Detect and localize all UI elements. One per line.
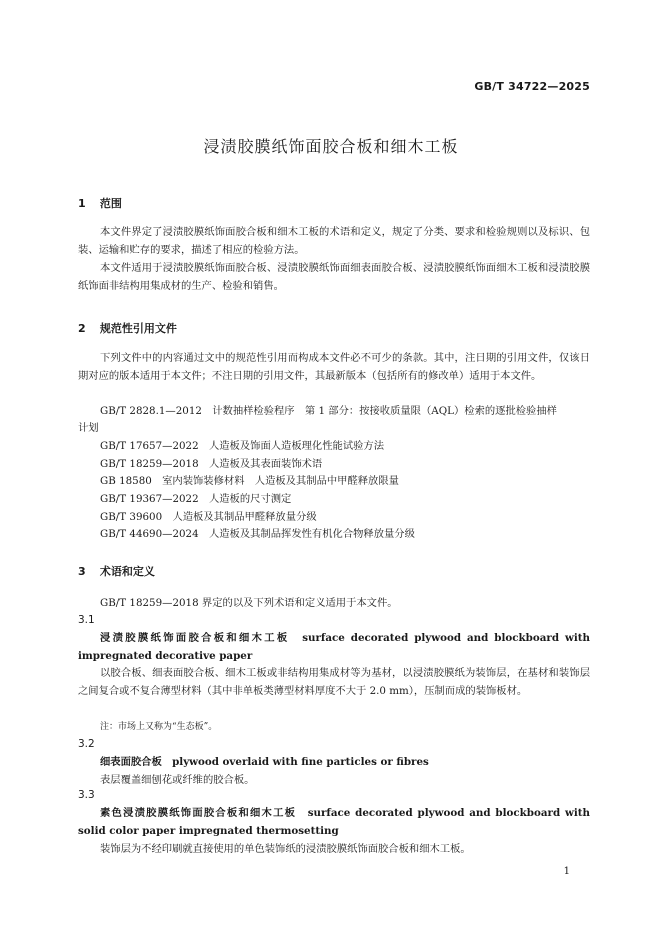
reference-item-continuation: 计划 — [78, 422, 99, 434]
section-number: 2 — [78, 322, 86, 335]
page-number: 1 — [563, 866, 570, 877]
section-number: 3 — [78, 565, 86, 578]
term-chinese: 细表面胶合板 — [100, 756, 162, 768]
references-intro: 下列文件中的内容通过文中的规范性引用而构成本文件必不可少的条款。其中，注日期的引用文件，仅该日期对应的版本适用于本文件；不注日期的引用文件，其最新版本（包括所有的修改单）适用于本文件。 — [78, 352, 590, 382]
term-english: surface decorated plywood and blockboard with solid color paper impregnated thermosetting — [78, 807, 590, 837]
reference-item: GB/T 44690—2024 人造板及其制品挥发性有机化合物释放量分级 — [100, 528, 415, 540]
reference-item: GB/T 2828.1—2012 计数抽样检验程序 第 1 部分：按接收质量限（AQL）检索的逐批检验抽样 — [100, 405, 557, 417]
section-3-heading — [78, 563, 155, 579]
term-note: 注：市场上又称为“生态板”。 — [100, 722, 218, 732]
terms-intro: GB/T 18259—2018 界定的以及下列术语和定义适用于本文件。 — [100, 597, 398, 609]
section-title: 术语和定义 — [99, 565, 155, 578]
section-1-heading — [78, 195, 122, 211]
standard-code: GB/T 34722—2025 — [474, 80, 590, 93]
term-number: 3.3 — [78, 789, 95, 801]
term-chinese: 素色浸渍胶膜纸饰面胶合板和细木工板 — [100, 807, 297, 819]
scope-paragraph-1: 本文件界定了浸渍胶膜纸饰面胶合板和细木工板的术语和定义，规定了分类、要求和检验规则以及标识、包装、运输和贮存的要求，描述了相应的检验方法。 — [78, 226, 590, 256]
page-title: 浸渍胶膜纸饰面胶合板和细木工板 — [203, 137, 459, 156]
term-heading — [78, 804, 590, 840]
term-definition: 装饰层为不经印刷就直接使用的单色装饰纸的浸渍胶膜纸饰面胶合板和细木工板。 — [100, 843, 471, 855]
reference-item: GB 18580 室内装饰装修材料 人造板及其制品中甲醛释放限量 — [100, 475, 399, 487]
term-heading — [78, 753, 590, 771]
scope-paragraph-2: 本文件适用于浸渍胶膜纸饰面胶合板、浸渍胶膜纸饰面细表面胶合板、浸渍胶膜纸饰面细木工板和浸渍胶膜纸饰面非结构用集成材的生产、检验和销售。 — [78, 262, 590, 292]
term-chinese: 浸渍胶膜纸饰面胶合板和细木工板 — [100, 632, 290, 644]
section-title: 规范性引用文件 — [99, 322, 177, 335]
reference-item: GB/T 18259—2018 人造板及其表面装饰术语 — [100, 458, 323, 470]
term-heading — [78, 629, 590, 665]
section-number: 1 — [78, 197, 86, 210]
term-number: 3.2 — [78, 738, 95, 750]
term-definition: 表层覆盖细刨花或纤维的胶合板。 — [100, 774, 255, 786]
section-title: 范围 — [99, 197, 122, 210]
reference-item: GB/T 17657—2022 人造板及饰面人造板理化性能试验方法 — [100, 440, 385, 452]
term-number: 3.1 — [78, 614, 95, 626]
section-2-heading — [78, 320, 177, 336]
term-english: plywood overlaid with fine particles or fibres — [172, 756, 429, 768]
term-english: surface decorated plywood and blockboard with impregnated decorative paper — [78, 632, 590, 662]
term-definition: 以胶合板、细表面胶合板、细木工板或非结构用集成材等为基材，以浸渍胶膜纸为装饰层，在基材和装饰层之间复合或不复合薄型材料（其中非单板类薄型材料厚度不大于 2.0 mm），压制而成的装饰板材。 — [78, 667, 590, 697]
reference-item: GB/T 39600 人造板及其制品甲醛释放量分级 — [100, 511, 317, 523]
reference-item: GB/T 19367—2022 人造板的尺寸测定 — [100, 493, 292, 505]
